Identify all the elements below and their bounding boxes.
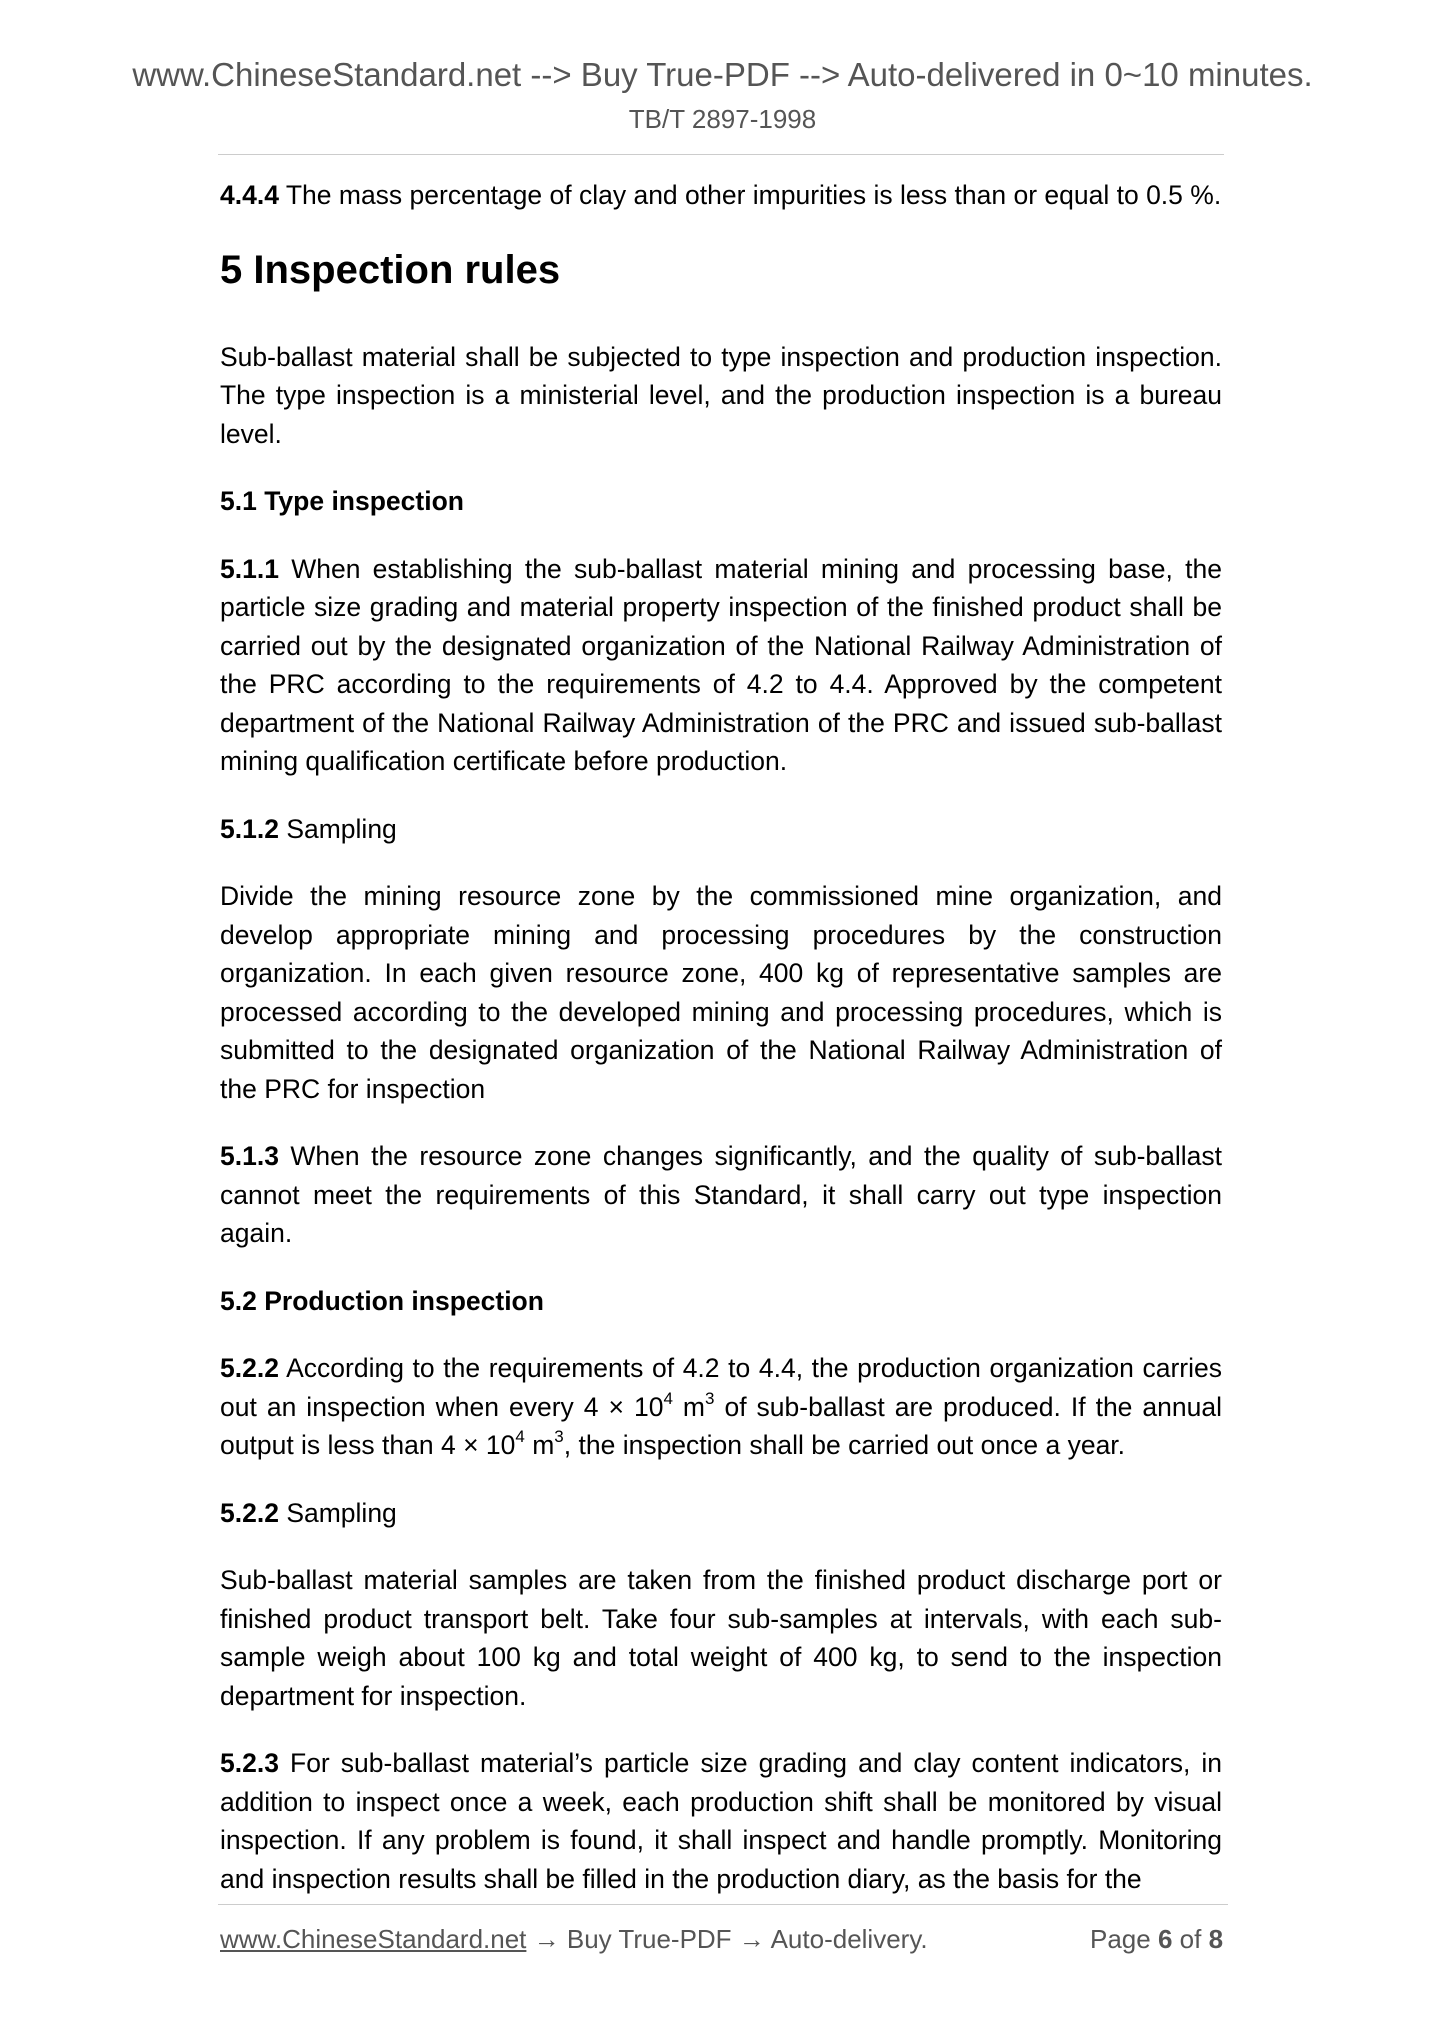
clause-text: When establishing the sub-ballast material mining and processing base, the particle size grading and material property inspection of the finished product shall be carried out by the designated organization of the National Railway Administration of the PRC according to the requirements of 4.2 to 4.4. Approved by the competent department of the National Railway Administration of the PRC and issued sub-ballast mining qualification certificate before production.	[220, 553, 1222, 776]
site-link[interactable]: www.ChineseStandard.net	[220, 1924, 527, 1954]
clause-5-2-2-frequency	[220, 1349, 1222, 1465]
section-5-intro: Sub-ballast material shall be subjected to type inspection and production inspection. The type inspection is a ministerial level, and the production inspection is a bureau level.	[220, 341, 1222, 449]
clause-text: According to the requirements of 4.2 to 4.4, the production organization carries out an inspection when every 4 × 10	[220, 1353, 1222, 1422]
standard-code: TB/T 2897-1998	[628, 104, 817, 134]
clause-number: 5.1.3	[220, 1141, 279, 1171]
footer-divider	[218, 1904, 1228, 1905]
clause-text: Sampling	[278, 1497, 397, 1528]
page-total: 8	[1208, 1924, 1224, 1954]
clause-number: 5.2.2	[220, 1497, 279, 1528]
exponent: 4	[515, 1427, 525, 1447]
clause-number: 5.2.2	[220, 1353, 279, 1383]
clause-text: m	[524, 1430, 555, 1460]
clause-4-4-4	[220, 176, 1222, 215]
footer-links	[220, 1924, 928, 1955]
clause-text: of sub-ballast are produced. If the annual output is less than 4 × 10	[220, 1391, 1222, 1460]
clause-5-2-2-sampling-body: Sub-ballast material samples are taken from the finished product discharge port or finished product transport belt. Take four sub-samples at intervals, with each sub-sample weigh about 100 kg and total weight of 400 kg, to send to the inspection department for inspection.	[220, 1565, 1222, 1711]
header-banner: www.ChineseStandard.net --> Buy True-PDF --> Auto-delivered in 0~10 minutes.	[132, 56, 1313, 93]
clause-5-1-2-body: Divide the mining resource zone by the commissioned mine organization, and develop appropriate mining and processing procedures by the construction organization. In each given resource zone, 400 kg of representative samples are processed according to the developed mining and processing procedures, which is submitted to the designated organization of the National Railway Administration of the PRC for inspection	[220, 881, 1222, 1104]
clause-5-2-2-sampling	[220, 1494, 1222, 1533]
exponent: 3	[705, 1388, 715, 1408]
page-indicator	[1090, 1924, 1223, 1955]
clause-5-1-2	[220, 810, 1222, 849]
clause-text: The mass percentage of clay and other impurities is less than or equal to 0.5 %.	[278, 180, 1222, 210]
clause-text: m	[672, 1391, 705, 1422]
document-body	[220, 176, 1222, 1927]
clause-5-1-1	[220, 550, 1222, 781]
exponent: 4	[663, 1388, 673, 1408]
subsection-5-1-title: 5.1 Type inspection	[220, 486, 464, 516]
page-number: 6	[1157, 1924, 1173, 1954]
clause-5-1-3	[220, 1137, 1222, 1253]
clause-number: 5.1.2	[220, 813, 279, 844]
clause-text: Sampling	[278, 813, 397, 844]
section-5-title: 5 Inspection rules	[220, 247, 561, 292]
clause-text: When the resource zone changes significantly, and the quality of sub-ballast cannot meet the requirements of this Standard, it shall carry out type inspection again.	[220, 1141, 1222, 1248]
clause-text: For sub-ballast material’s particle size grading and clay content indicators, in addition to inspect once a week, each production shift shall be monitored by visual inspection. If any problem is found, it shall inspect and handle promptly. Monitoring and inspection results shall be filled in the production diary, as the basis for the	[220, 1748, 1222, 1894]
subsection-5-2-title: 5.2 Production inspection	[220, 1285, 544, 1316]
auto-delivery-text: Auto-delivery.	[770, 1924, 928, 1954]
exponent: 3	[554, 1427, 564, 1447]
page-of-label: of	[1172, 1924, 1209, 1954]
header-divider	[218, 154, 1224, 155]
clause-5-2-3	[220, 1744, 1222, 1898]
page-label: Page	[1090, 1924, 1158, 1954]
clause-number: 5.2.3	[220, 1748, 279, 1778]
clause-number: 4.4.4	[220, 180, 279, 210]
arrow-icon: →	[731, 1924, 771, 1954]
arrow-icon: →	[526, 1924, 567, 1954]
clause-text: , the inspection shall be carried out once a year.	[563, 1430, 1126, 1460]
buy-text: Buy True-PDF	[566, 1924, 732, 1954]
clause-number: 5.1.1	[220, 553, 279, 584]
